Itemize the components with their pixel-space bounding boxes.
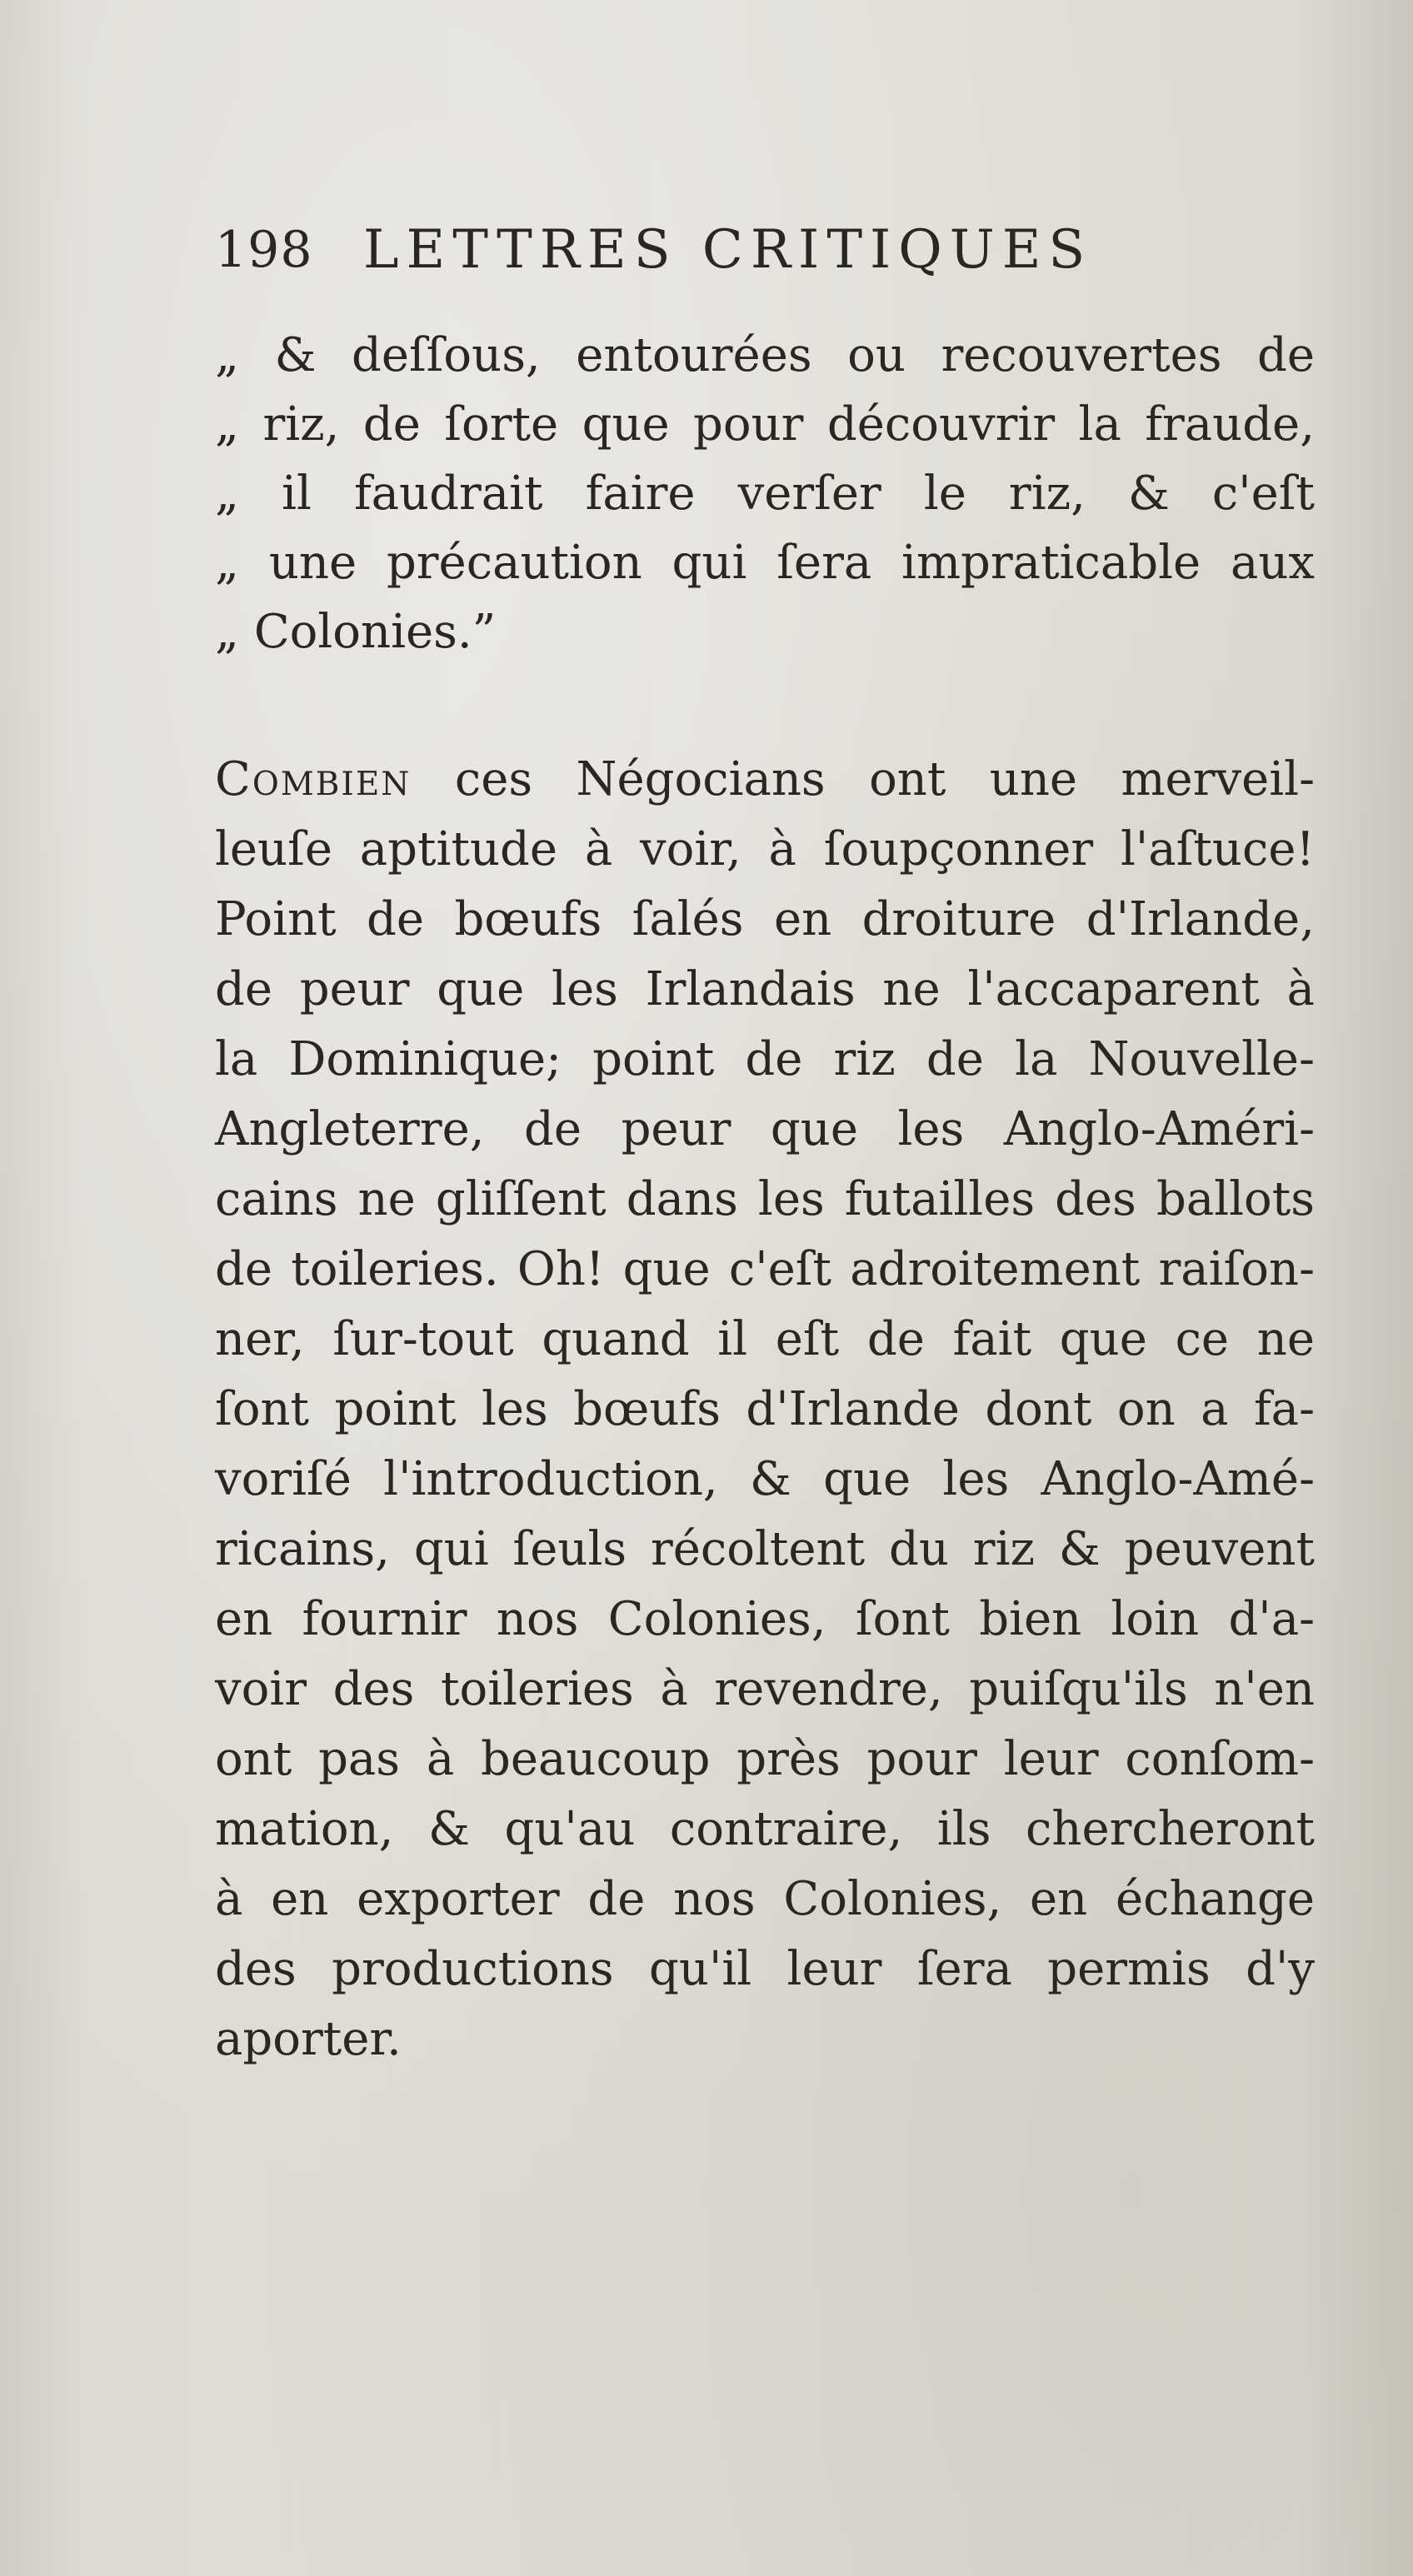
text-line: Angleterre, de peur que les Anglo-Améri- [215, 1102, 1315, 1156]
text-line: de peur que les Irlandais ne l'accaparent à [215, 962, 1315, 1016]
text-line: des productions qu'il leur ſera permis d'y [215, 1942, 1315, 1996]
text-line: cains ne gliſſent dans les futailles des ballots [215, 1172, 1315, 1226]
text-line: ricains, qui ſeuls récoltent du riz & peuvent [215, 1522, 1315, 1576]
running-head [215, 212, 1240, 287]
text-line: „ il faudrait faire verſer le riz, & c'eſt [215, 467, 1315, 521]
text-line: ner, ſur-tout quand il eſt de fait que ce ne [215, 1312, 1315, 1366]
text-line: ont pas à beaucoup près pour leur conſom- [215, 1732, 1315, 1786]
running-title: LETTRES CRITIQUES [363, 219, 1093, 281]
text-line: Point de bœufs ſalés en droiture d'Irlande, [215, 892, 1315, 946]
text-line: de toileries. Oh! que c'eſt adroitement raiſon- [215, 1242, 1315, 1296]
first-line-rest: ces Négocians ont une merveil- [411, 752, 1315, 806]
text-line: voriſé l'introduction, & que les Anglo-Amé- [215, 1452, 1315, 1506]
text-line: „ une précaution qui ſera impraticable aux [215, 536, 1315, 590]
text-line: aporter. [215, 2012, 402, 2066]
text-line: „ riz, de ſorte que pour découvrir la fraude, [215, 397, 1315, 452]
text-line: la Dominique; point de riz de la Nouvelle- [215, 1032, 1315, 1086]
drop-word: Combien [215, 752, 412, 806]
text-line: mation, & qu'au contraire, ils chercheront [215, 1802, 1315, 1856]
text-line: à en exporter de nos Colonies, en échange [215, 1872, 1315, 1926]
text-line: leuſe aptitude à voir, à ſoupçonner l'aſtuce! [215, 822, 1315, 876]
text-line: „ Colonies.” [215, 605, 497, 659]
text-line: „ & deſſous, entourées ou recouvertes de [215, 328, 1315, 382]
page-number: 198 [215, 221, 313, 279]
text-line: en fournir nos Colonies, ſont bien loin d'a- [215, 1592, 1315, 1646]
paragraph-first-line [215, 745, 1315, 815]
text-line: voir des toileries à revendre, puiſqu'ils n'en [215, 1662, 1315, 1716]
text-line: ſont point les bœufs d'Irlande dont on a fa- [215, 1382, 1315, 1436]
